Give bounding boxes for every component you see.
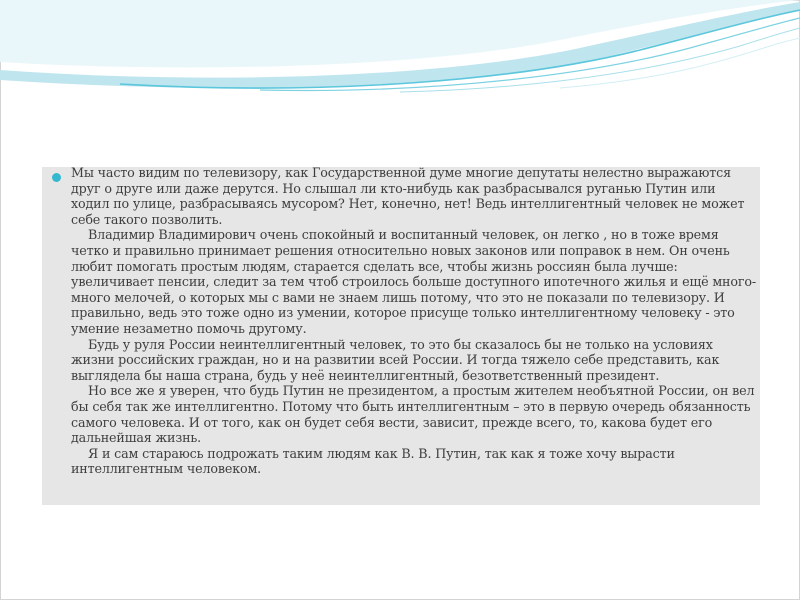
slide-body-text <box>71 165 756 477</box>
paragraph-5: Я и сам стараюсь подрожать таким людям как В. В. Путин, так как я тоже хочу вырасти интеллигентным человеком. <box>71 445 675 477</box>
paragraph-3: Будь у руля России неинтеллигентный человек, то это бы сказалось бы не только на условиях жизни российских граждан, но и на развитии всей России. И тогда тяжело себе представить, как выглядела бы наша страна, будь у неё неинтеллигентный, безответственный президент. <box>71 336 720 383</box>
paragraph-1: Мы часто видим по телевизору, как Государственной думе многие депутаты нелестно выражаются друг о друге или даже дерутся. Но слышал ли кто-нибудь как разбрасывался руганью Путин или ходил по улице, разбрасываясь мусором? Нет, конечно, нет! Ведь интеллигентный человек не может себе такого позволить. <box>71 165 745 227</box>
bullet-icon <box>52 173 61 182</box>
wave-decoration <box>0 0 800 100</box>
paragraph-2: Владимир Владимирович очень спокойный и воспитанный человек, он легко , но в тоже время четко и правильно принимает решения относительно новых законов или поправок в нем. Он очень любит помогать простым людям, старается сделать все, чтобы жизнь россиян была лучше: увеличивает пенсии, следит за тем чтоб строилось больше доступного ипотечного жилья и ещё много- много мелочей, о которых мы с вами не знаем лишь потому, что это не показали по телевизору. И правильно, ведь это тоже одно из умении, которое присуще только интеллигентному человеку - это умение незаметно помочь другому. <box>71 227 756 336</box>
paragraph-4: Но все же я уверен, что будь Путин не президентом, а простым жителем необъятной России, он вел бы себя так же интеллигентно. Потому что быть интеллигентным – это в первую очередь обязанность самого человека. И от того, как он будет себя вести, зависит, прежде всего, то, какова будет его дальнейшая жизнь. <box>71 383 755 446</box>
